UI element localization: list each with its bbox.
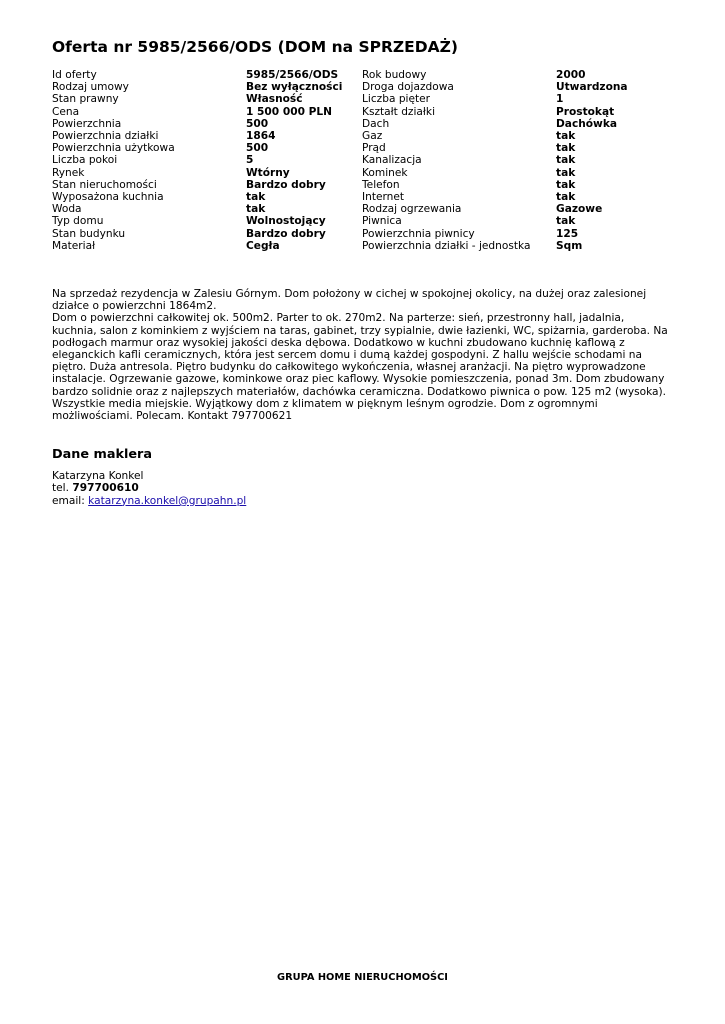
property-label: Wyposażona kuchnia bbox=[52, 191, 164, 204]
property-label: Liczba pokoi bbox=[52, 154, 118, 167]
property-value: Własność bbox=[246, 93, 303, 106]
property-value: 125 bbox=[556, 227, 579, 240]
property-row bbox=[52, 215, 628, 227]
property-value: Cegła bbox=[246, 239, 280, 252]
property-value: Wtórny bbox=[246, 166, 290, 179]
page-title: Oferta nr 5985/2566/ODS (DOM na SPRZEDAŻ) bbox=[52, 38, 458, 56]
property-label: Id oferty bbox=[52, 69, 97, 81]
property-label: Prąd bbox=[362, 142, 386, 155]
property-value: Bardzo dobry bbox=[246, 178, 326, 191]
property-label: Liczba pięter bbox=[362, 93, 431, 106]
properties-table bbox=[52, 69, 628, 252]
property-value: Dachówka bbox=[556, 117, 618, 130]
property-row bbox=[52, 167, 628, 179]
property-value: 1 bbox=[556, 93, 564, 106]
property-value: 5985/2566/ODS bbox=[246, 69, 339, 81]
property-row bbox=[52, 130, 628, 142]
property-label: Telefon bbox=[362, 178, 400, 191]
property-value: Bez wyłączności bbox=[246, 81, 343, 94]
property-label: Kanalizacja bbox=[362, 154, 422, 167]
property-value: 5 bbox=[246, 154, 254, 167]
property-value: Bardzo dobry bbox=[246, 227, 326, 240]
property-label: Internet bbox=[362, 191, 405, 204]
property-row bbox=[52, 240, 628, 252]
property-value: tak bbox=[556, 166, 576, 179]
property-row bbox=[52, 203, 628, 215]
agent-email-link[interactable]: katarzyna.konkel@grupahn.pl bbox=[88, 494, 247, 507]
email-label: email: bbox=[52, 494, 85, 507]
property-label: Woda bbox=[52, 203, 82, 216]
property-label: Kształt działki bbox=[362, 105, 436, 118]
property-value: tak bbox=[556, 191, 576, 204]
property-row bbox=[52, 228, 628, 240]
property-label: Rynek bbox=[52, 166, 85, 179]
agent-details bbox=[52, 470, 246, 507]
agent-phone-row bbox=[52, 482, 246, 494]
property-value: Gazowe bbox=[556, 203, 603, 216]
properties-body bbox=[52, 69, 628, 252]
property-label: Powierzchnia użytkowa bbox=[52, 142, 175, 155]
property-label: Cena bbox=[52, 105, 80, 118]
property-label: Stan budynku bbox=[52, 227, 126, 240]
property-label: Materiał bbox=[52, 239, 96, 252]
property-value: tak bbox=[246, 191, 266, 204]
property-label: Piwnica bbox=[362, 215, 402, 228]
property-label: Dach bbox=[362, 117, 390, 130]
property-label: Rodzaj ogrzewania bbox=[362, 203, 462, 216]
property-row bbox=[52, 106, 628, 118]
property-value: tak bbox=[556, 154, 576, 167]
property-value: 500 bbox=[246, 117, 269, 130]
property-row bbox=[52, 118, 628, 130]
description-paragraph: Na sprzedaż rezydencja w Zalesiu Górnym. Dom położony w cichej w spokojnej okolicy, na dużej oraz zalesionej działce o powierzchni 1864m2. bbox=[52, 288, 647, 313]
agent-name: Katarzyna Konkel bbox=[52, 470, 144, 482]
property-value: Utwardzona bbox=[556, 81, 628, 94]
property-label: Rodzaj umowy bbox=[52, 81, 129, 94]
property-label: Stan nieruchomości bbox=[52, 178, 157, 191]
property-value: 2000 bbox=[556, 69, 586, 81]
property-value: tak bbox=[556, 142, 576, 155]
property-row bbox=[52, 154, 628, 166]
property-value: Wolnostojący bbox=[246, 215, 326, 228]
property-value: 1 500 000 PLN bbox=[246, 105, 333, 118]
property-label: Stan prawny bbox=[52, 93, 119, 106]
offer-description bbox=[52, 288, 672, 422]
property-label: Powierzchnia działki bbox=[52, 130, 159, 143]
property-value: tak bbox=[246, 203, 266, 216]
property-value: tak bbox=[556, 215, 576, 228]
property-row bbox=[52, 81, 628, 93]
property-row bbox=[52, 142, 628, 154]
footer-company-name: GRUPA HOME NIERUCHOMOŚCI bbox=[277, 972, 448, 983]
property-label: Gaz bbox=[362, 130, 383, 143]
description-paragraph: Dom o powierzchni całkowitej ok. 500m2. Parter to ok. 270m2. Na parterze: sień, przestronny hall, jadalnia, kuchnia, salon z kominkiem z wyjściem na taras, gabinet, trzy sypialnie, dwie łazienki, WC, spiżarnia, garderoba. Na podłogach marmur oraz wysokiej jakości deska dębowa. Dodatkowo w kuchni zbudowano kuchnię kaflową z eleganckich kafli ceramicznych, która jest sercem domu i dumą każdej gospodyni. Z hallu wejście schodami na piętro. Duża antresola. Piętro budynku do całkowitego wykończenia, własnej aranżacji. Na piętro wyprowadzone instalacje. Ogrzewanie gazowe, kominkowe oraz piec kaflowy. Wysokie pomieszczenia, ponad 3m. Dom zbudowany bardzo solidnie oraz z najlepszych materiałów, dachówka ceramiczna. Dodatkowo piwnica o pow. 125 m2 (wysoka). Wszystkie media miejskie. Wyjątkowy dom z klimatem w pięknym leśnym ogrodzie. Dom z ogromnymi możliwościami. Polecam. Kontakt 797700621 bbox=[52, 312, 668, 423]
property-label: Powierzchnia bbox=[52, 117, 122, 130]
property-value: tak bbox=[556, 130, 576, 143]
property-value: tak bbox=[556, 178, 576, 191]
property-label: Rok budowy bbox=[362, 69, 427, 81]
property-value: 500 bbox=[246, 142, 269, 155]
agent-heading: Dane maklera bbox=[52, 447, 152, 462]
property-label: Powierzchnia piwnicy bbox=[362, 227, 475, 240]
agent-phone: 797700610 bbox=[72, 482, 139, 495]
property-row bbox=[52, 93, 628, 105]
property-value: Prostokąt bbox=[556, 105, 615, 118]
property-value: Sqm bbox=[556, 239, 583, 252]
property-label: Typ domu bbox=[52, 215, 104, 228]
phone-label: tel. bbox=[52, 482, 69, 495]
property-label: Kominek bbox=[362, 166, 408, 179]
property-row bbox=[52, 69, 628, 81]
property-label: Droga dojazdowa bbox=[362, 81, 454, 94]
property-value: 1864 bbox=[246, 130, 276, 143]
property-label: Powierzchnia działki - jednostka bbox=[362, 239, 531, 252]
agent-email-row bbox=[52, 495, 246, 507]
property-row bbox=[52, 191, 628, 203]
property-row bbox=[52, 179, 628, 191]
